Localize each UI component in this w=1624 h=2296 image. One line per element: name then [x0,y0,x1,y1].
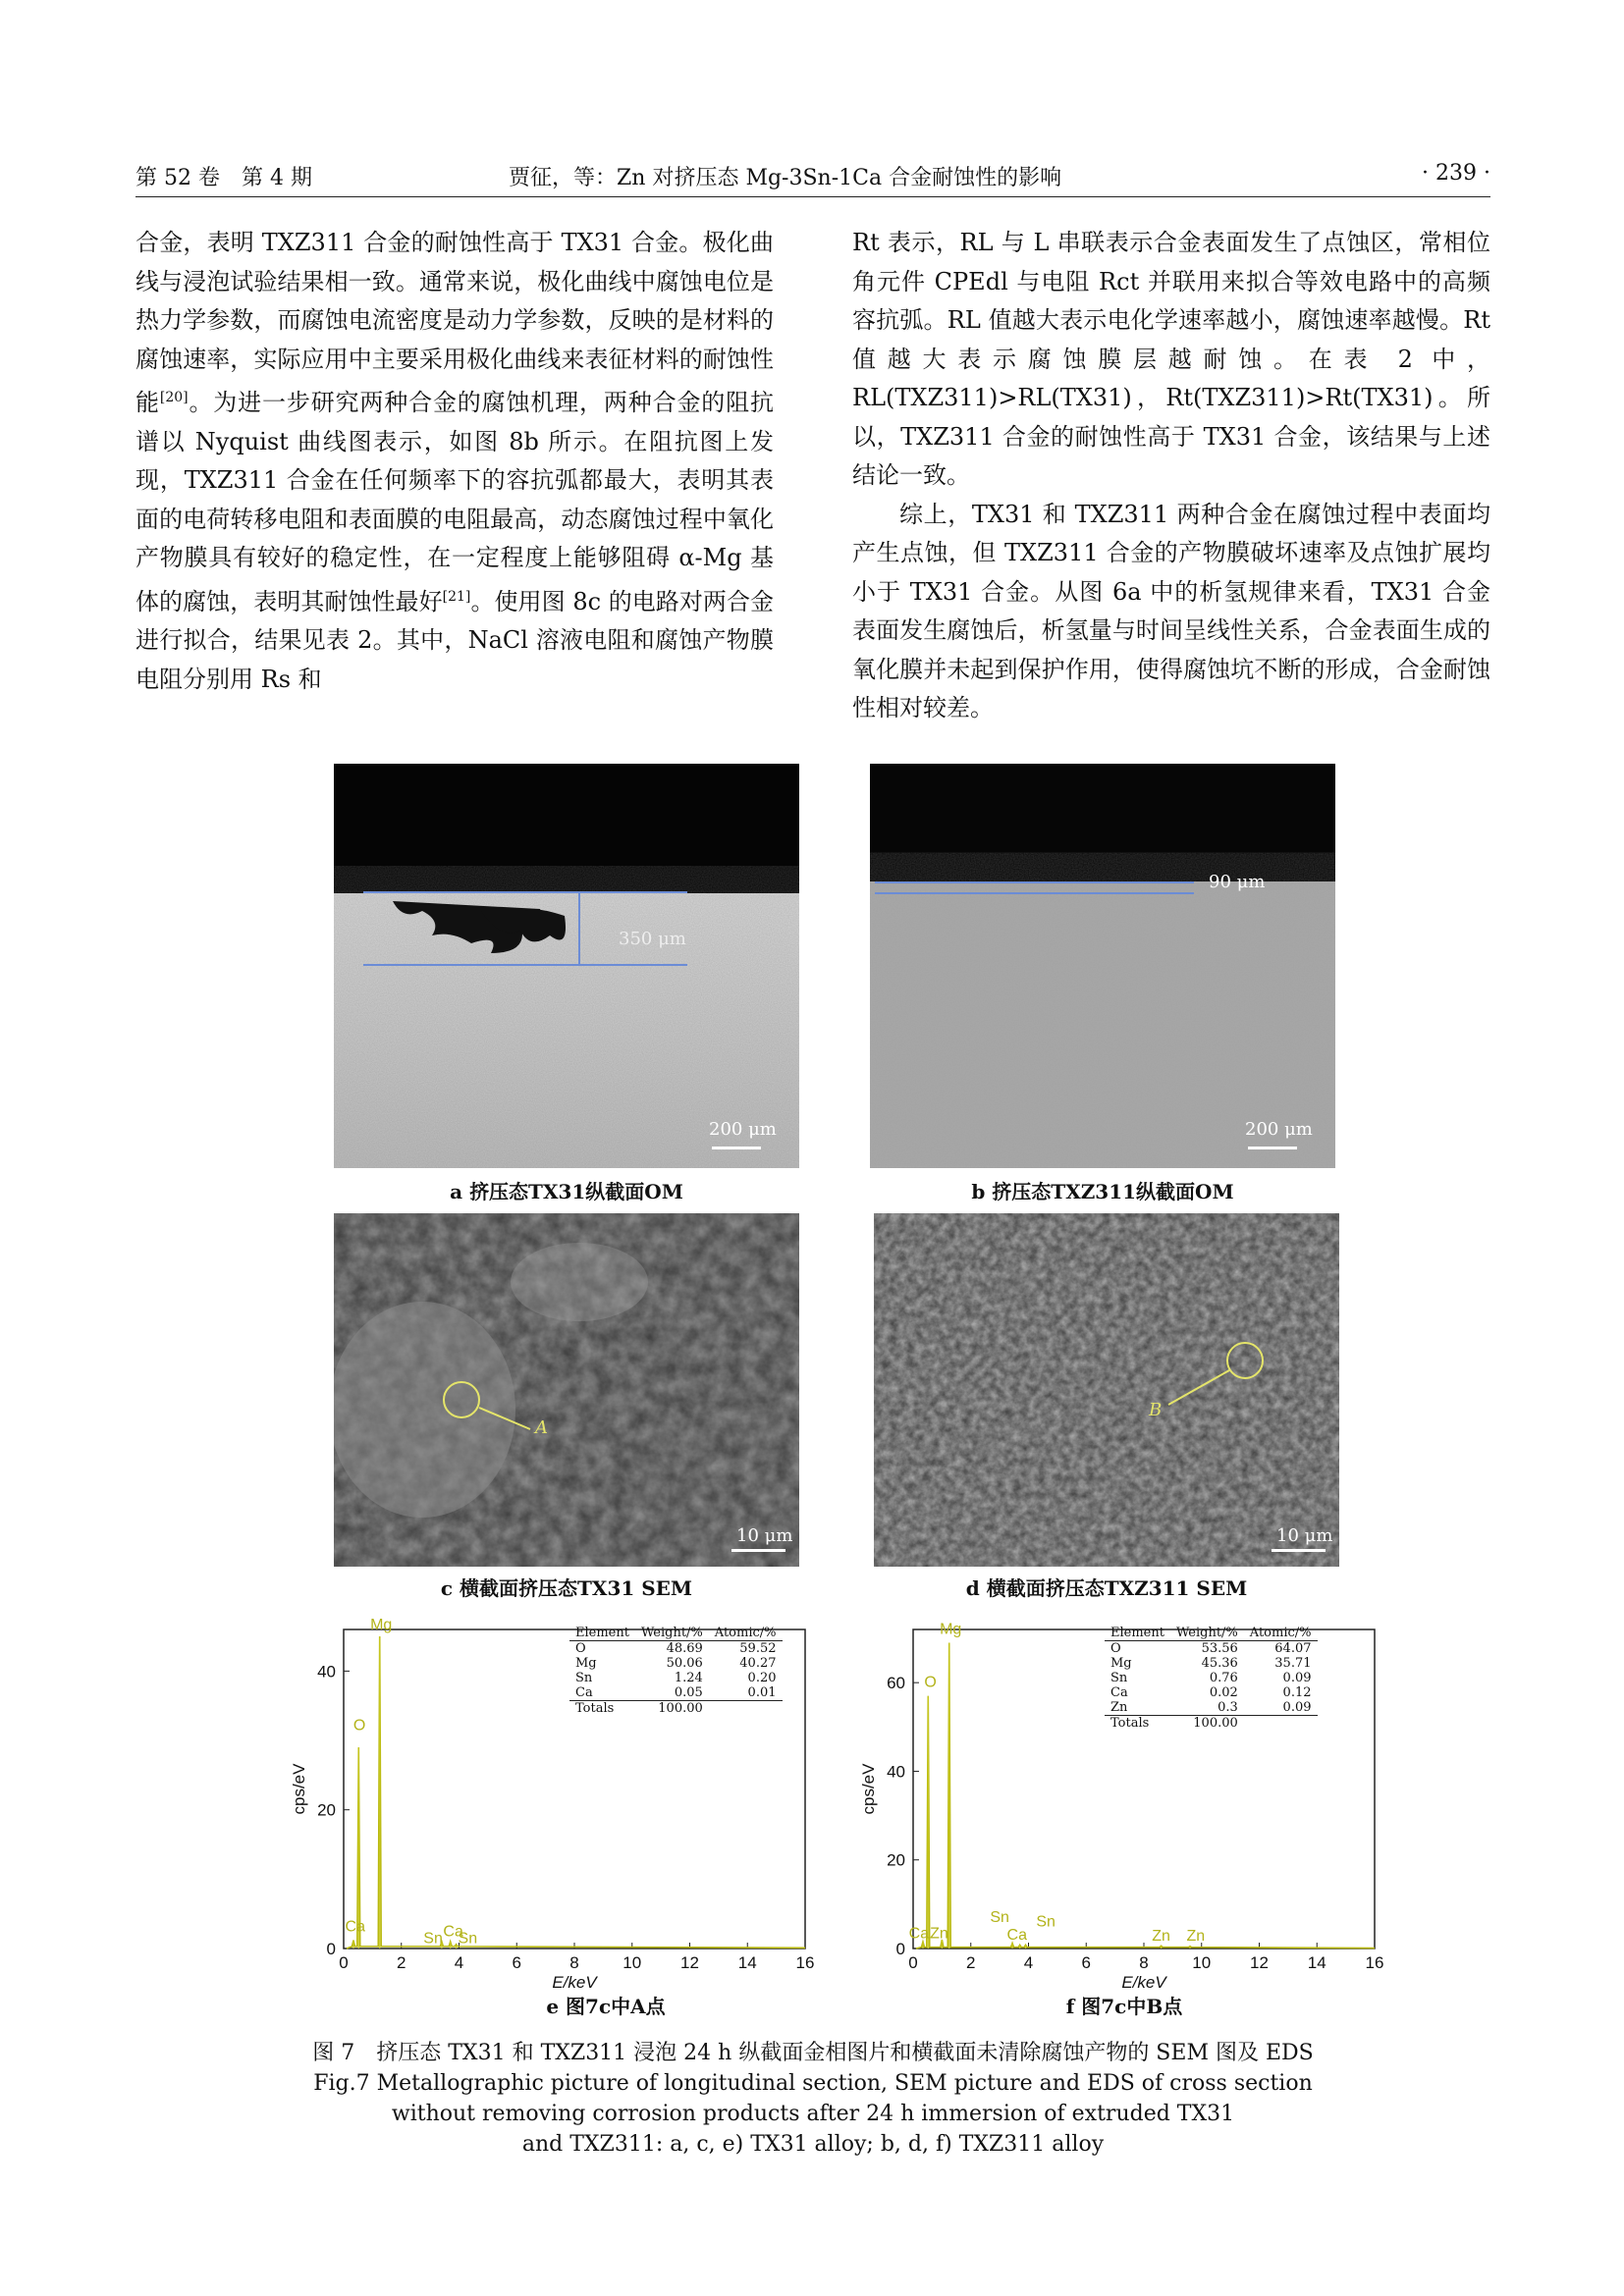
right-paragraph-1: Rt 表示，RL 与 L 串联表示合金表面发生了点蚀区，常相位角元件 CPEdl 与电阻 Rct 并联用来拟合等效电路中的高频容抗弧。RL 值越大表示电化学速率越小，腐蚀速率越慢。Rt 值越大表示腐蚀膜层越耐蚀。在表 2 中，RL(TXZ311)>RL(TX31)，Rt(TXZ311)>Rt(TX31)。所以，TXZ311 合金的耐蚀性高于 TX31 合金，该结果与上述结论一致。 [852,229,1490,489]
eds-table-header [569,1626,783,1641]
eds-cell: 0.01 [709,1685,783,1701]
article-title-header: 贾征，等：Zn 对挤压态 Mg-3Sn-1Ca 合金耐蚀性的影响 [509,166,1062,190]
left-column [135,224,774,699]
peak-label: Sn [423,1930,443,1948]
eds-cell: 0.3 [1170,1700,1244,1716]
scale-bar-label: 10 μm [1276,1525,1333,1546]
eds-cell: 59.52 [739,1641,777,1656]
x-axis-label: E/keV [1121,1973,1166,1992]
eds-cell: 1.24 [674,1671,703,1685]
peak-label: Zn [1186,1927,1206,1945]
eds-table-row [1105,1685,1318,1700]
caption-e: e 图7c中A点 [546,1995,666,2018]
peak-label: Zn [930,1925,948,1943]
x-tick-label: 8 [1139,1953,1149,1972]
eds-cell: 0.09 [1244,1700,1318,1716]
eds-table-row [1105,1671,1318,1685]
om-micrograph-b [870,764,1335,1168]
peak-label: Sn [458,1930,478,1948]
eds-spectrum-f [844,1610,1394,2006]
eds-cell: Sn [575,1671,593,1685]
point-a-label: A [535,1417,548,1438]
peak-label: Ca [1006,1926,1027,1944]
page-number: · 239 · [1422,161,1490,186]
peak-label: Ca [345,1918,365,1936]
eds-header-cell: Atomic/% [709,1626,783,1641]
sem-micrograph-c [334,1213,799,1567]
caption-c: c 横截面挤压态TX31 SEM [440,1576,693,1600]
peak-label: O [352,1717,366,1735]
eds-table-row [569,1671,783,1685]
figure-caption-en-1: Fig.7 Metallographic picture of longitudinal section, SEM picture and EDS of cross section [313,2071,1313,2096]
x-tick-label: 10 [623,1953,642,1972]
y-tick-label: 60 [887,1674,905,1693]
eds-cell: 0.02 [1209,1685,1238,1700]
panel-b-om-image [870,764,1335,1168]
left-paragraph: 合金，表明 TXZ311 合金的耐蚀性高于 TX31 合金。极化曲线与浸泡试验结果相一致。通常来说，极化曲线中腐蚀电位是热力学参数，而腐蚀电流密度是动力学参数，反映的是材料的腐蚀速率，实际应用中主要采用极化曲线来表征材料的耐蚀性能[20]。为进一步研究两种合金的腐蚀机理，两种合金的阻抗谱以 Nyquist 曲线图表示，如图 8b 所示。在阻抗图上发现，TXZ311 合金在任何频率下的容抗弧都最大，表明其表面的电荷转移电阻和表面膜的电阻最高，动态腐蚀过程中氧化产物膜具有较好的稳定性，在一定程度上能够阻碍 α-Mg 基体的腐蚀，表明其耐蚀性最好[21]。使用图 8c 的电路对两合金进行拟合，结果见表 2。其中，NaCl 溶液电阻和腐蚀产物膜电阻分别用 Rs 和 [135,229,775,693]
y-tick-label: 20 [317,1800,336,1820]
eds-cell: Ca [1110,1685,1128,1700]
eds-cell: 0.76 [1209,1671,1238,1685]
eds-table-e [569,1626,783,1716]
eds-table-row [569,1685,783,1701]
x-tick-label: 4 [1023,1953,1034,1972]
eds-cell: 45.36 [1201,1656,1238,1671]
eds-cell: 48.69 [666,1641,703,1656]
eds-cell: 40.27 [739,1656,777,1671]
y-tick-label: 40 [887,1762,905,1782]
figure-caption-en-3: and TXZ311: a, c, e) TX31 alloy; b, d, f) TXZ311 alloy [521,2132,1105,2157]
panel-c-sem-image [334,1213,799,1567]
corrosion-depth-label: 350 μm [619,929,686,949]
eds-table-row [1105,1641,1318,1657]
eds-cell: 0.12 [1282,1685,1312,1700]
y-tick-label: 0 [326,1940,336,1958]
x-tick-label: 14 [737,1953,757,1972]
eds-cell: Mg [575,1656,597,1671]
eds-cell: 35.71 [1274,1656,1312,1671]
eds-table-header [1105,1626,1318,1641]
caption-b: b 挤压态TXZ311纵截面OM [971,1180,1234,1203]
eds-cell: Totals [1110,1716,1150,1731]
y-tick-label: 40 [317,1662,336,1682]
x-tick-label: 0 [339,1953,349,1972]
y-axis-label: cps/eV [859,1763,878,1815]
eds-table-row [569,1701,783,1717]
eds-header-cell: Weight/% [635,1626,709,1641]
eds-cell: 0.05 [635,1685,709,1701]
eds-header-cell: Element [1105,1626,1170,1641]
eds-table-row [1105,1656,1318,1671]
figure-caption [135,2038,1490,2160]
eds-cell: Totals [575,1701,615,1716]
panel-d-sem-image [874,1213,1339,1567]
eds-table-row [1105,1716,1318,1732]
caption-d: d 横截面挤压态TXZ311 SEM [965,1576,1248,1600]
scale-bar-label: 10 μm [736,1525,793,1546]
x-tick-label: 4 [454,1953,464,1972]
y-tick-label: 0 [895,1940,905,1958]
eds-cell: 0.20 [747,1671,777,1685]
eds-cell: 0.09 [1282,1671,1312,1685]
eds-cell: 53.56 [1201,1641,1238,1656]
eds-header-cell: Element [569,1626,635,1641]
caption-a: a 挤压态TX31纵截面OM [450,1180,683,1203]
journal-volume: 第 52 卷 第 4 期 [135,166,312,190]
peak-label: O [924,1674,937,1691]
x-tick-label: 14 [1307,1953,1326,1972]
peak-label: Sn [990,1908,1009,1926]
x-tick-label: 6 [1081,1953,1091,1972]
eds-table-row [1105,1700,1318,1716]
x-tick-label: 10 [1192,1953,1212,1972]
caption-f: f 图7c中B点 [1065,1995,1183,2018]
eds-table-f [1105,1626,1318,1731]
eds-cell: O [575,1641,586,1656]
eds-cell: 50.06 [666,1656,703,1671]
figure-caption-cn: 图 7 挤压态 TX31 和 TXZ311 浸泡 24 h 纵截面金相图片和横截面未清除腐蚀产物的 SEM 图及 EDS [312,2041,1314,2065]
point-b-label: B [1149,1400,1163,1420]
panel-a-om-image [334,764,799,1168]
peak-label: Mg [940,1621,962,1638]
eds-cell [709,1701,783,1717]
eds-header-cell: Weight/% [1170,1626,1244,1641]
eds-cell: Sn [1110,1671,1128,1685]
eds-cell: Mg [1110,1656,1132,1671]
x-tick-label: 16 [795,1953,815,1972]
y-tick-label: 20 [887,1850,905,1870]
peak-label: Sn [1036,1913,1056,1931]
eds-cell: 100.00 [1193,1716,1238,1731]
eds-cell [1244,1716,1318,1732]
right-paragraph-2: 综上，TX31 和 TXZ311 两种合金在腐蚀过程中表面均产生点蚀，但 TXZ311 合金的产物膜破坏速率及点蚀扩展均小于 TX31 合金。从图 6a 中的析氢规律来看，TX31 合金表面发生腐蚀后，析氢量与时间呈线性关系，合金表面生成的氧化膜并未起到保护作用，使得腐蚀坑不断的形成，合金耐蚀性相对较差。 [852,500,1490,721]
corrosion-depth-label: 90 μm [1209,872,1266,892]
eds-cell: 100.00 [658,1701,703,1716]
om-micrograph-a [334,764,799,1168]
x-tick-label: 2 [397,1953,406,1972]
x-axis-label: E/keV [552,1973,597,1992]
peak-label: Mg [370,1617,393,1633]
peak-label: Ca [443,1923,463,1941]
peak-label: Ca [908,1925,930,1943]
eds-spectrum-e [275,1610,825,2006]
x-tick-label: 0 [908,1953,918,1972]
eds-cell: 64.07 [1274,1641,1312,1656]
right-column [852,224,1490,728]
scale-bar-label: 200 μm [709,1119,777,1140]
x-tick-label: 16 [1365,1953,1384,1972]
eds-header-cell: Atomic/% [1244,1626,1318,1641]
eds-cell: Zn [1105,1700,1170,1716]
x-tick-label: 12 [1250,1953,1269,1972]
eds-cell: Ca [569,1685,635,1701]
eds-cell: O [1110,1641,1121,1656]
y-axis-label: cps/eV [290,1763,308,1815]
scale-bar-label: 200 μm [1245,1119,1313,1140]
sem-micrograph-d [874,1213,1339,1567]
running-header [135,157,1490,197]
eds-table-row [569,1641,783,1657]
x-tick-label: 8 [569,1953,579,1972]
peak-label: Zn [1152,1927,1170,1945]
x-tick-label: 6 [512,1953,521,1972]
x-tick-label: 12 [680,1953,699,1972]
x-tick-label: 2 [966,1953,976,1972]
figure-caption-en-2: without removing corrosion products after 24 h immersion of extruded TX31 [391,2102,1235,2126]
eds-table-row [569,1656,783,1671]
